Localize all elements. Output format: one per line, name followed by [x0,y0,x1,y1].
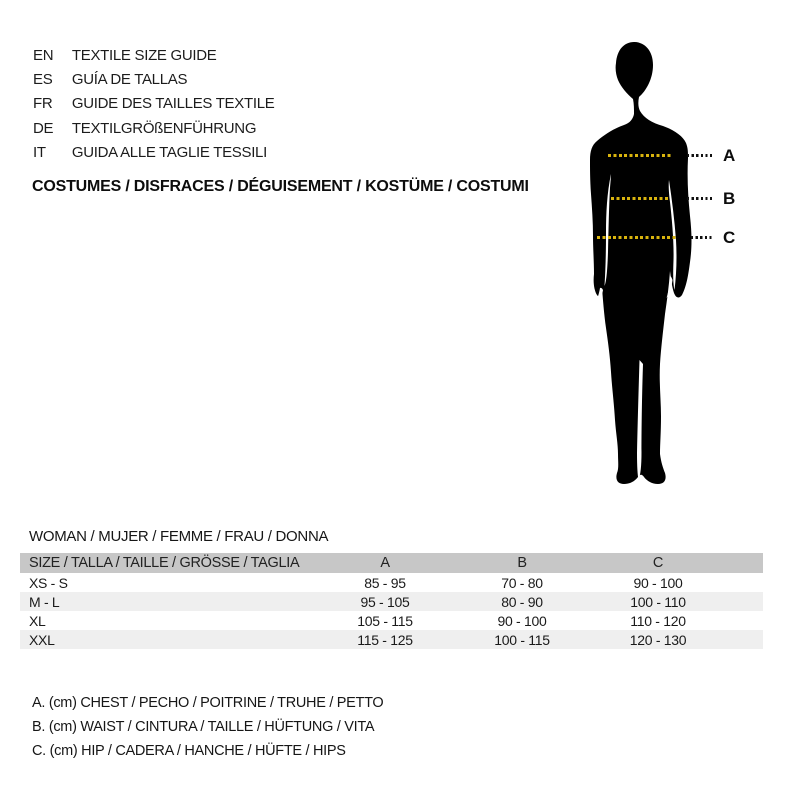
waist-value: 70 - 80 [501,574,543,591]
category-title: COSTUMES / DISFRACES / DÉGUISEMENT / KOSTÜME / COSTUMI [32,178,529,195]
column-header-b: B [454,553,590,573]
hip-value: 100 - 110 [630,593,686,610]
hip-measure-line [597,236,677,239]
legend-line-waist: B. (cm) WAIST / CINTURA / TAILLE / HÜFTUNG / VITA [32,719,375,735]
chest-value: 85 - 95 [364,574,406,591]
woman-silhouette [570,38,710,498]
waist-value: 90 - 100 [497,612,547,629]
language-row-es [33,68,274,92]
size-cell: M - L [29,593,60,610]
chest-value: 95 - 105 [360,593,410,610]
legend-line-hip: C. (cm) HIP / CADERA / HANCHE / HÜFTE / HIPS [32,743,346,759]
language-label: GUIDA ALLE TAGLIE TESSILI [71,143,267,161]
chest-callout-line [687,154,714,157]
language-code: ES [33,71,53,89]
size-cell: XS - S [29,574,68,591]
waist-measure-line [611,197,668,200]
hip-value: 90 - 100 [633,574,683,591]
measure-label-b: B [722,188,736,208]
chest-measure-line [608,154,672,157]
language-label: GUÍA DE TALLAS [71,71,188,89]
language-label: TEXTILE SIZE GUIDE [71,47,217,64]
language-row-en [33,44,274,68]
women-section-title: WOMAN / MUJER / FEMME / FRAU / DONNA [29,528,329,545]
size-table-header-row [20,553,763,573]
chest-value: 115 - 125 [357,631,413,648]
language-label: GUIDE DES TAILLES TEXTILE [71,95,275,113]
size-cell: XL [29,612,46,629]
language-code: IT [33,143,46,161]
language-row-it [33,141,274,165]
language-code: EN [33,47,54,64]
size-cell: XXL [29,631,55,648]
language-code: FR [33,95,53,113]
table-row-xl [20,611,763,630]
language-row-de [33,117,274,141]
size-table [20,553,763,649]
size-column-header: SIZE / TALLA / TAILLE / GRÖSSE / TAGLIA [20,553,316,573]
hip-callout-line [691,236,714,239]
language-row-fr [33,92,274,116]
language-code: DE [33,119,54,137]
hip-value: 110 - 120 [630,612,686,629]
legend-line-chest: A. (cm) CHEST / PECHO / POITRINE / TRUHE / PETTO [32,695,384,711]
measurement-legend [32,691,383,763]
waist-value: 80 - 90 [501,593,543,610]
language-label: TEXTILGRÖßENFÜHRUNG [71,119,257,137]
hip-value: 120 - 130 [629,631,687,648]
table-row-xxl [20,630,763,649]
table-row-m-l [20,592,763,611]
waist-value: 100 - 115 [494,631,550,648]
column-header-c: C [590,553,763,573]
language-list [33,44,274,165]
table-row-xs-s [20,573,763,592]
chest-value: 105 - 115 [357,612,413,629]
measure-label-a: A [722,146,736,165]
waist-callout-line [687,197,714,200]
column-header-a: A [316,553,454,573]
measure-label-c: C [722,227,736,247]
